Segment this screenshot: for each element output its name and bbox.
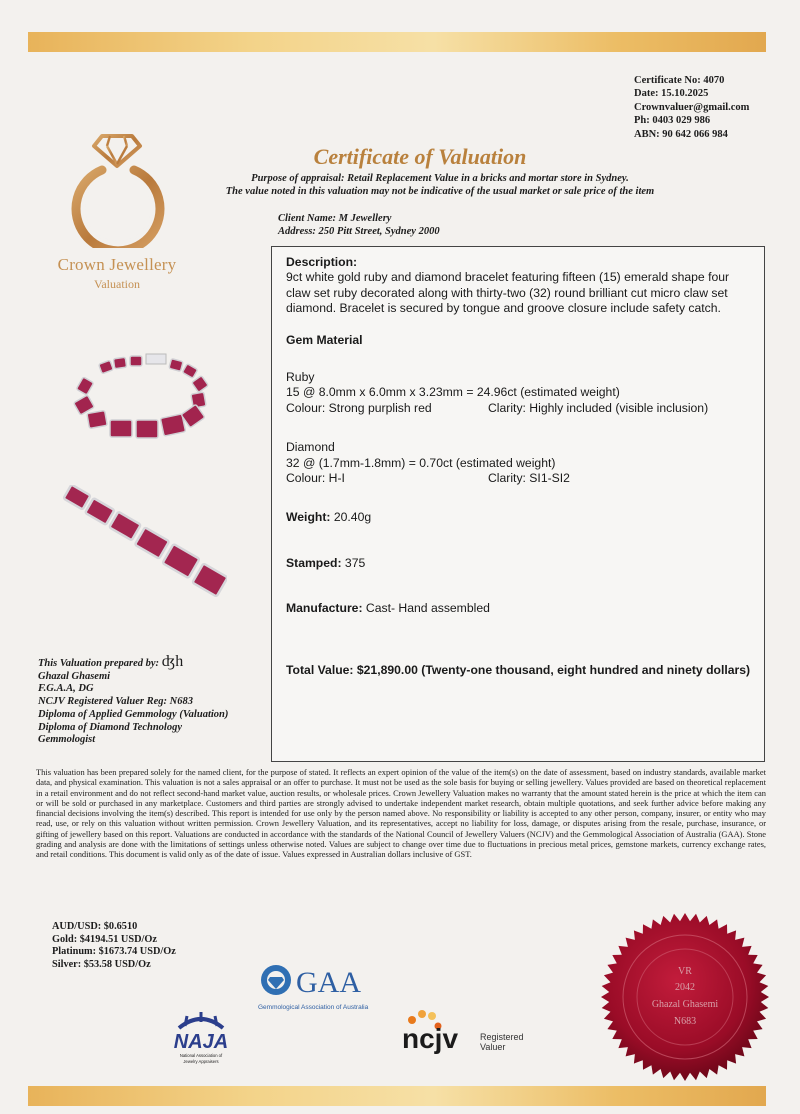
diamond-colour: Colour: H-I: [286, 471, 345, 486]
description-box: [271, 246, 765, 762]
rate-aud-usd: AUD/USD: $0.6510: [52, 921, 138, 932]
ncjv-valuer: Valuer: [480, 1042, 506, 1052]
seal-body: [601, 913, 769, 1081]
valuer-title: Gemmologist: [38, 734, 96, 746]
purpose-statement: [200, 173, 680, 198]
naja-subtitle-2: Jewelry Appraisers: [183, 1059, 219, 1064]
description-text: 9ct white gold ruby and diamond bracelet featuring fifteen (15) emerald shape four claw set ruby decorated along with thirty-two (32) round brilliant cut micro claw set diamond. Bracelet is secured by tongue and groove closure include safety catch.: [286, 270, 730, 316]
manufacture-row: [286, 601, 756, 616]
valuer-signature: ʤh: [161, 653, 184, 670]
weight-label: Weight:: [286, 510, 331, 525]
stamped-row: [286, 556, 756, 571]
gaa-logo: [258, 962, 418, 1017]
seal-line-1: VR: [678, 966, 692, 977]
weight-row: [286, 510, 756, 525]
ruby-colour: Colour: Strong purplish red: [286, 400, 432, 415]
certificate-date: Date: 15.10.2025: [634, 88, 709, 100]
gaa-wordmark: GAA: [296, 966, 361, 999]
bracelet-photo-closeup: [62, 485, 227, 600]
stamped-value: 375: [341, 555, 366, 570]
naja-logo: [165, 1008, 237, 1070]
page-title: Certificate of Valuation: [313, 144, 527, 169]
total-value: Total Value: $21,890.00 (Twenty-one thousand, eight hundred and ninety dollars): [286, 662, 751, 677]
market-rates: [52, 921, 176, 971]
rate-gold: Gold: $4194.51 USD/Oz: [52, 933, 157, 945]
brand-name: Crown Jewellery: [57, 255, 177, 274]
top-gold-band: [28, 32, 766, 52]
ncjv-registered: Registered: [480, 1032, 524, 1042]
weight-value: 20.40g: [330, 510, 372, 525]
naja-wordmark: NAJA: [173, 1031, 229, 1053]
seal-line-4: N683: [673, 1016, 697, 1027]
contact-abn: ABN: 90 642 066 984: [634, 128, 728, 140]
client-address: Address: 250 Pitt Street, Sydney 2000: [278, 226, 440, 237]
ruby-name: Ruby: [286, 370, 315, 385]
diamond-clarity: Clarity: SI1-SI2: [488, 471, 570, 486]
stamped-label: Stamped:: [286, 555, 342, 570]
diamond-ring-icon: [52, 122, 182, 248]
description-heading: Description:: [286, 255, 358, 269]
bottom-gold-band: [28, 1086, 766, 1106]
disclaimer-text: This valuation has been prepared solely for the named client, for the purpose of stated. It reflects an expert opinion of the value of the item(s) on the date of assessment, based on industry standards, available market data, and physical examination. This valuation is not a sales appraisal or an offer to purchase. It must not be used as the sole basis for buying or selling jewellery. Values provided are based on theoretical replacement in a retail environment and do not reflect second-hand market value, auction results, or wholesale prices. Crown Jewellery Valuation makes no warranty that the amount stated herein is the price at which the item can or will be sold or purchased in any marketplace. Customers and third parties are strongly advised to undertake independent market research, obtain multiple quotations, and seek further advice before making any financial decisions involving the item(s) described. This report is intended for use only by the person named above. No responsibility or liability is accepted to any other person, company, insurer, or entity who may read, use, or rely on this valuation without written permission. Crown Jewellery Valuation, and its representatives, accept no liability for loss, damage, or disputes arising from the resale, purchase, insurance, or gifting of jewellery based on this report. Valuations are conducted in accordance with the standards of the National Council of Jewellery Valuers (NCJV) and the Gemmological Association of Australia (GAA). Stone grading and analysis are done with the limitations of settings unless otherwise noted. Values are subject to change over time due to fluctuations in precious metal prices, gemstone markets, currency exchange rates, and retail conditions. This document is valid only as of the date of issue. Values expressed in Australian dollars inclusive of GST.: [36, 767, 766, 860]
purpose-line-1: Purpose of appraisal: Retail Replacement Value in a bricks and mortar store in Sydney.: [251, 173, 629, 184]
certificate-number: Certificate No: 4070: [634, 75, 725, 86]
prepared-by-label: This Valuation prepared by:: [38, 658, 160, 669]
ncjv-logo: [402, 1006, 542, 1061]
client-info: [278, 212, 440, 238]
gaa-subtitle: Gemmological Association of Australia: [258, 1004, 369, 1011]
manufacture-label: Manufacture:: [286, 601, 363, 616]
valuer-credentials: F.G.A.A, DG: [38, 683, 94, 695]
seal-line-3: Ghazal Ghasemi: [651, 999, 719, 1010]
ruby-clarity: Clarity: Highly included (visible inclusion): [488, 400, 709, 415]
prepared-by-block: [38, 653, 278, 747]
contact-phone: Ph: 0403 029 986: [634, 115, 711, 127]
ruby-spec: 15 @ 8.0mm x 6.0mm x 3.23mm = 24.96ct (estimated weight): [286, 385, 620, 400]
manufacture-value: Cast- Hand assembled: [362, 601, 490, 616]
bracelet-photo-coiled: [70, 350, 220, 450]
diamond-spec: 32 @ (1.7mm-1.8mm) = 0.70ct (estimated weight): [286, 455, 556, 470]
ncjv-wordmark: ncjv: [402, 1023, 459, 1054]
certificate-meta: [634, 74, 794, 141]
brand-subtitle: Valuation: [94, 277, 140, 291]
diamond-name: Diamond: [286, 440, 335, 455]
valuer-diploma-2: Diploma of Diamond Technology: [38, 721, 182, 733]
valuer-registration: NCJV Registered Valuer Reg: N683: [38, 696, 193, 708]
rate-platinum: Platinum: $1673.74 USD/Oz: [52, 946, 176, 958]
contact-email: Crownvaluer@gmail.com: [634, 101, 750, 113]
valuer-diploma-1: Diploma of Applied Gemmology (Valuation): [38, 708, 229, 720]
wax-seal: [600, 912, 770, 1082]
gem-material-label: Gem Material: [286, 332, 363, 347]
rate-silver: Silver: $53.58 USD/Oz: [52, 958, 151, 970]
seal-line-2: 2042: [675, 982, 695, 993]
purpose-line-2: The value noted in this valuation may not be indicative of the usual market or sale price of the item: [225, 185, 655, 197]
naja-subtitle-1: National Association of: [179, 1053, 223, 1058]
client-name: Client Name: M Jewellery: [278, 213, 392, 224]
valuer-name: Ghazal Ghasemi: [38, 670, 111, 682]
